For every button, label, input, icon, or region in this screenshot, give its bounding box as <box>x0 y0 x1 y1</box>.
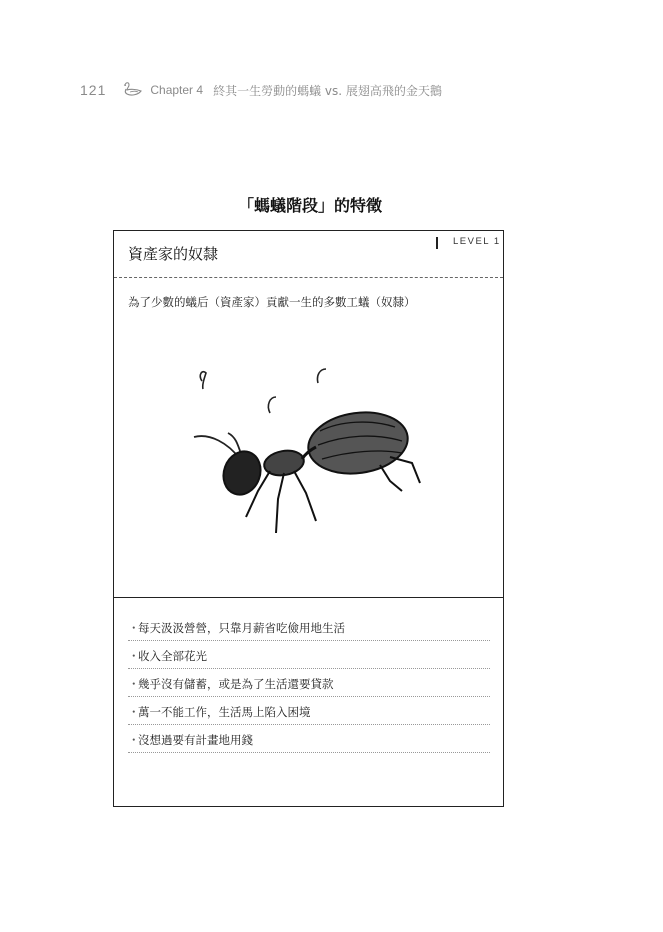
list-item <box>128 671 490 697</box>
list-item-text: 收入全部花光 <box>138 648 207 663</box>
list-item-text: 萬一不能工作，生活馬上陷入困境 <box>138 704 311 719</box>
running-header <box>80 80 442 100</box>
list-item-text: 沒想過要有計畫地用錢 <box>138 732 253 747</box>
card-header <box>114 231 503 278</box>
level-marker <box>436 237 438 249</box>
list-item-text: 每天汲汲營營，只靠月薪省吃儉用地生活 <box>138 620 345 635</box>
bullet-icon: ・ <box>128 704 140 719</box>
page-number: 121 <box>80 82 107 98</box>
card-divider <box>114 597 503 598</box>
chapter-title: 終其一生勞動的螞蟻 vs. 展翅高飛的金天鵝 <box>213 83 442 98</box>
card-title: 資產家的奴隸 <box>128 245 219 263</box>
list-item <box>128 615 490 641</box>
list-item <box>128 699 490 725</box>
bullet-icon: ・ <box>128 620 140 635</box>
list-item <box>128 727 490 753</box>
ant-drawing <box>180 361 430 551</box>
card-description: 為了少數的蟻后（資產家）貢獻一生的多數工蟻（奴隸） <box>128 295 416 309</box>
list-item-text: 幾乎沒有儲蓄，或是為了生活還要貸款 <box>138 676 334 691</box>
feature-card <box>113 230 504 807</box>
bullet-icon: ・ <box>128 648 140 663</box>
goose-icon <box>122 81 144 99</box>
chapter-label: Chapter 4 <box>150 83 204 97</box>
bullet-icon: ・ <box>128 676 140 691</box>
level-label: LEVEL 1 <box>453 236 501 247</box>
list-item <box>128 643 490 669</box>
section-title: 「螞蟻階段」的特徵 <box>237 196 382 215</box>
bullet-icon: ・ <box>128 732 140 747</box>
feature-list <box>128 615 490 755</box>
